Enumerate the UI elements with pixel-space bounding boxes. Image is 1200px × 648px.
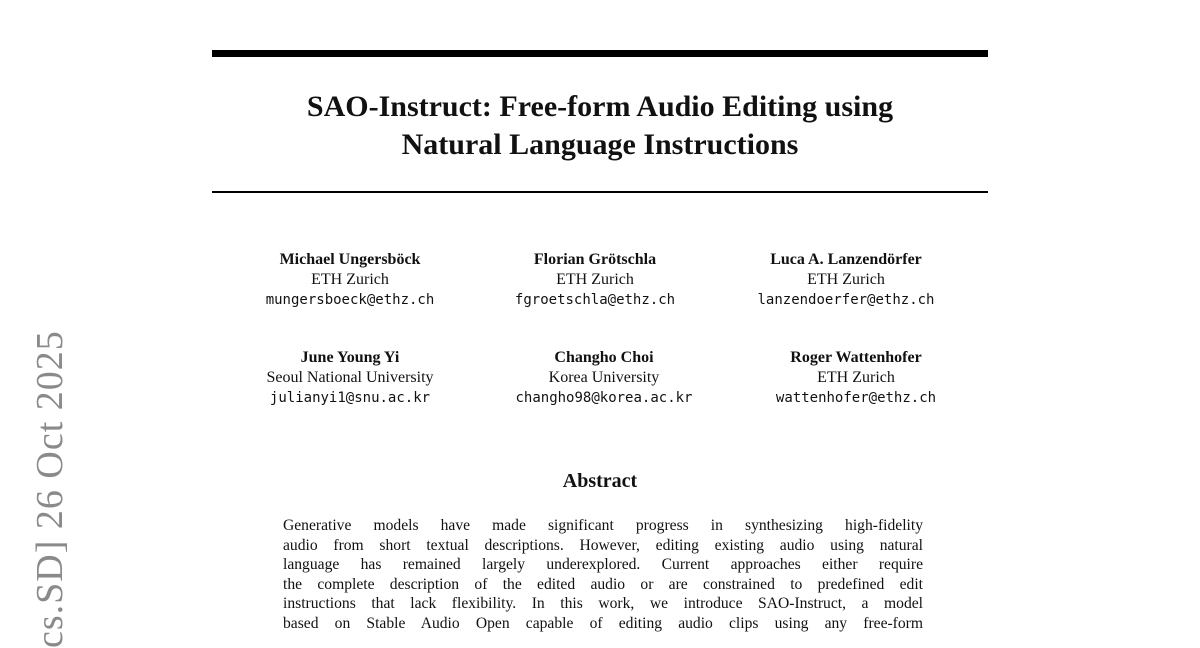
author-name: Florian Grötschla xyxy=(533,251,657,268)
author-email[interactable]: fgroetschla@ethz.ch xyxy=(514,292,676,308)
author-affiliation: Seoul National University xyxy=(266,369,434,386)
abstract-line: the complete description of the edited audio or are constrained to predefined edit xyxy=(283,575,923,593)
author-affiliation: ETH Zurich xyxy=(807,271,885,288)
author-email[interactable]: mungersboeck@ethz.ch xyxy=(265,292,435,308)
abstract-heading: Abstract xyxy=(562,470,638,492)
paper-title-line-1: SAO-Instruct: Free-form Audio Editing using xyxy=(306,90,894,123)
abstract-line: based on Stable Audio Open capable of editing audio clips using any free-form xyxy=(283,614,923,632)
author-name: Roger Wattenhofer xyxy=(790,349,922,366)
paper-title xyxy=(212,88,988,164)
author-block xyxy=(726,250,966,310)
author-email[interactable]: julianyi1@snu.ac.kr xyxy=(269,390,431,406)
abstract-line: language has remained largely underexplored. Current approaches either require xyxy=(283,556,923,574)
paper-title-line-2: Natural Language Instructions xyxy=(401,128,799,161)
author-affiliation: Korea University xyxy=(548,369,660,386)
author-name: June Young Yi xyxy=(300,349,400,366)
author-block xyxy=(230,250,470,310)
author-block xyxy=(484,348,724,408)
title-bottom-rule xyxy=(212,191,988,193)
abstract-line: instructions that lack flexibility. In this work, we introduce SAO-Instruct, a model xyxy=(283,595,923,613)
author-email[interactable]: wattenhofer@ethz.ch xyxy=(775,390,937,406)
author-affiliation: ETH Zurich xyxy=(311,271,389,288)
author-name: Changho Choi xyxy=(554,349,654,366)
author-email[interactable]: lanzendoerfer@ethz.ch xyxy=(757,292,935,308)
author-block xyxy=(230,348,470,408)
title-top-rule xyxy=(212,50,988,57)
arxiv-side-stamp: cs.SD] 26 Oct 2025 xyxy=(29,330,71,648)
author-name: Michael Ungersböck xyxy=(279,251,421,268)
author-affiliation: ETH Zurich xyxy=(556,271,634,288)
abstract-line: audio from short textual descriptions. However, editing existing audio using natural xyxy=(283,536,923,554)
abstract-line: Generative models have made significant progress in synthesizing high-fidelity xyxy=(283,517,923,534)
author-name: Luca A. Lanzendörfer xyxy=(770,251,922,268)
author-block xyxy=(475,250,715,310)
abstract-body xyxy=(283,516,923,634)
author-block xyxy=(736,348,976,408)
author-affiliation: ETH Zurich xyxy=(817,369,895,386)
author-email[interactable]: changho98@korea.ac.kr xyxy=(515,390,693,406)
